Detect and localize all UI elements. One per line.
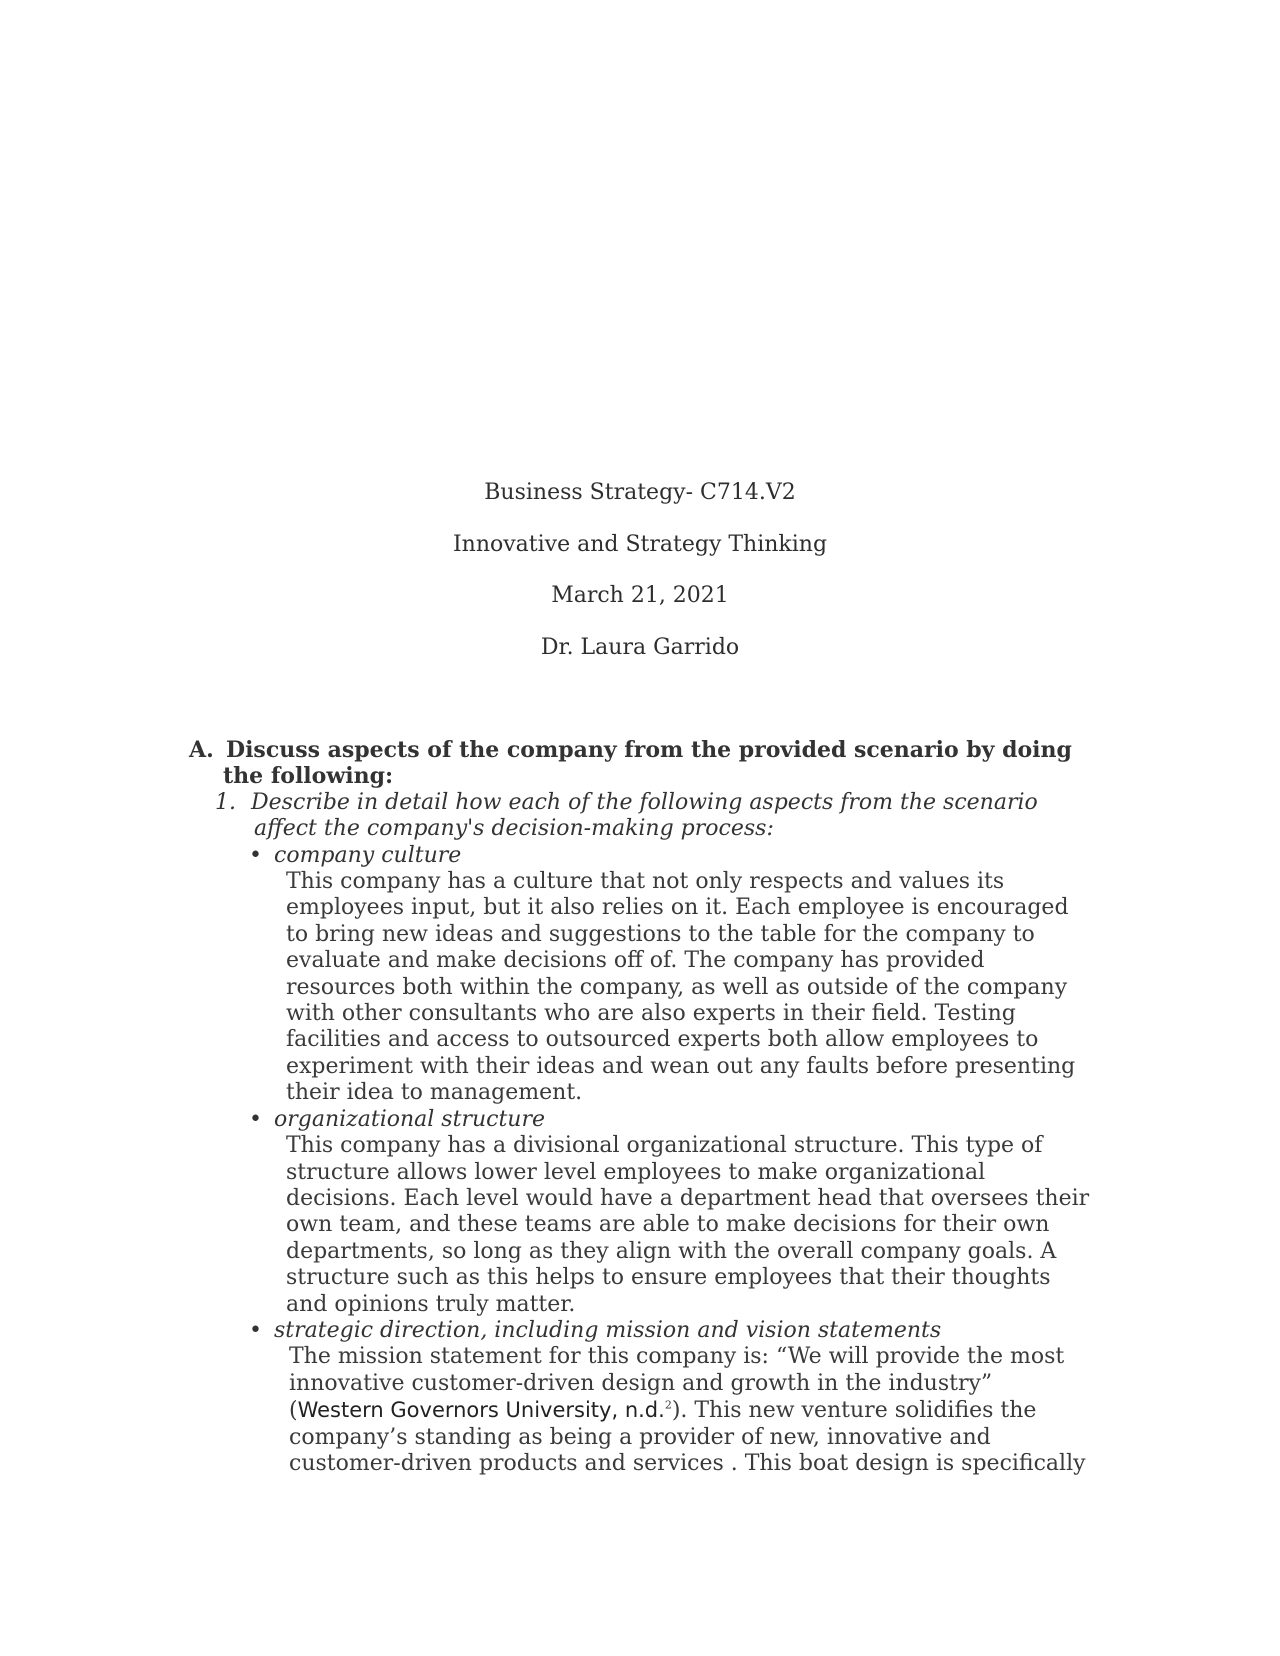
paragraph-line: structure allows lower level employees to make organizational (286, 1159, 986, 1185)
paragraph-line: their idea to management. (286, 1080, 583, 1106)
footnote-marker[interactable]: 2 (664, 1398, 672, 1412)
paragraph-line: This company has a culture that not only respects and values its (286, 869, 1005, 895)
section-a-marker: A. (189, 737, 214, 763)
paragraph-line: departments, so long as they align with the overall company goals. A (286, 1238, 1057, 1264)
bullet-heading: organizational structure (274, 1106, 545, 1132)
structure-paragraph (189, 1133, 1116, 1318)
paragraph-line: evaluate and make decisions off of. The company has provided (286, 948, 985, 974)
paragraph-line: The mission statement for this company is: “We will provide the most (289, 1344, 1065, 1370)
item-1-line: Describe in detail how each of the following aspects from the scenario (251, 789, 1038, 815)
citation-source: Western Governors University, n.d. (297, 1398, 665, 1423)
title-block (0, 478, 1280, 684)
paragraph-line: own team, and these teams are able to make decisions for their own (286, 1212, 1050, 1238)
paragraph-line: decisions. Each level would have a department head that oversees their (286, 1185, 1090, 1211)
bullet-strategic-direction (189, 1318, 1149, 1344)
citation-line-rest: ). This new venture solidifies the (671, 1398, 1037, 1424)
paragraph-line: This company has a divisional organizational structure. This type of (286, 1133, 1043, 1159)
paragraph-line: company’s standing as being a provider of new, innovative and (289, 1424, 991, 1450)
paragraph-line: experiment with their ideas and wean out any faults before presenting (286, 1053, 1076, 1079)
bullet-dot: • (249, 1106, 262, 1132)
bullet-dot: • (249, 842, 262, 868)
section-a-heading-line: the following: (223, 763, 394, 790)
culture-paragraph (189, 869, 1116, 1107)
strategy-paragraph (189, 1344, 1119, 1477)
bullet-heading: strategic direction, including mission and vision statements (274, 1317, 942, 1343)
paragraph-line: structure such as this helps to ensure employees that their thoughts (286, 1265, 1051, 1291)
assignment-subtitle: Innovative and Strategy Thinking (452, 531, 828, 557)
document-body (189, 737, 1149, 1477)
section-a-heading (189, 737, 1149, 790)
paragraph-line: resources both within the company, as well as outside of the company (286, 974, 1068, 1000)
item-1-prompt (189, 790, 1149, 843)
paragraph-line: customer-driven products and services . This boat design is specifically (289, 1450, 1086, 1476)
bullet-company-culture (189, 843, 1149, 869)
paragraph-line: and opinions truly matter. (286, 1291, 576, 1317)
paragraph-line: to bring new ideas and suggestions to the table for the company to (286, 921, 1035, 947)
citation-line (289, 1397, 1119, 1424)
citation-open-paren: ( (289, 1398, 298, 1424)
section-a-heading-line: Discuss aspects of the company from the provided scenario by doing (226, 737, 1072, 763)
paragraph-line: innovative customer-driven design and growth in the industry” (289, 1370, 993, 1396)
course-title: Business Strategy- C714.V2 (484, 480, 796, 505)
paragraph-line: employees input, but it also relies on it. Each employee is encouraged (286, 895, 1069, 921)
paragraph-line: facilities and access to outsourced experts both allow employees to (286, 1027, 1039, 1053)
bullet-heading: company culture (274, 842, 462, 868)
bullet-dot: • (249, 1317, 262, 1343)
document-date: March 21, 2021 (551, 583, 729, 608)
instructor-name: Dr. Laura Garrido (540, 634, 740, 660)
item-1-marker: 1. (215, 789, 236, 815)
item-1-line: affect the company's decision-making process: (254, 816, 774, 842)
bullet-organizational-structure (189, 1107, 1149, 1133)
paragraph-line: with other consultants who are also experts in their field. Testing (286, 1001, 1016, 1027)
